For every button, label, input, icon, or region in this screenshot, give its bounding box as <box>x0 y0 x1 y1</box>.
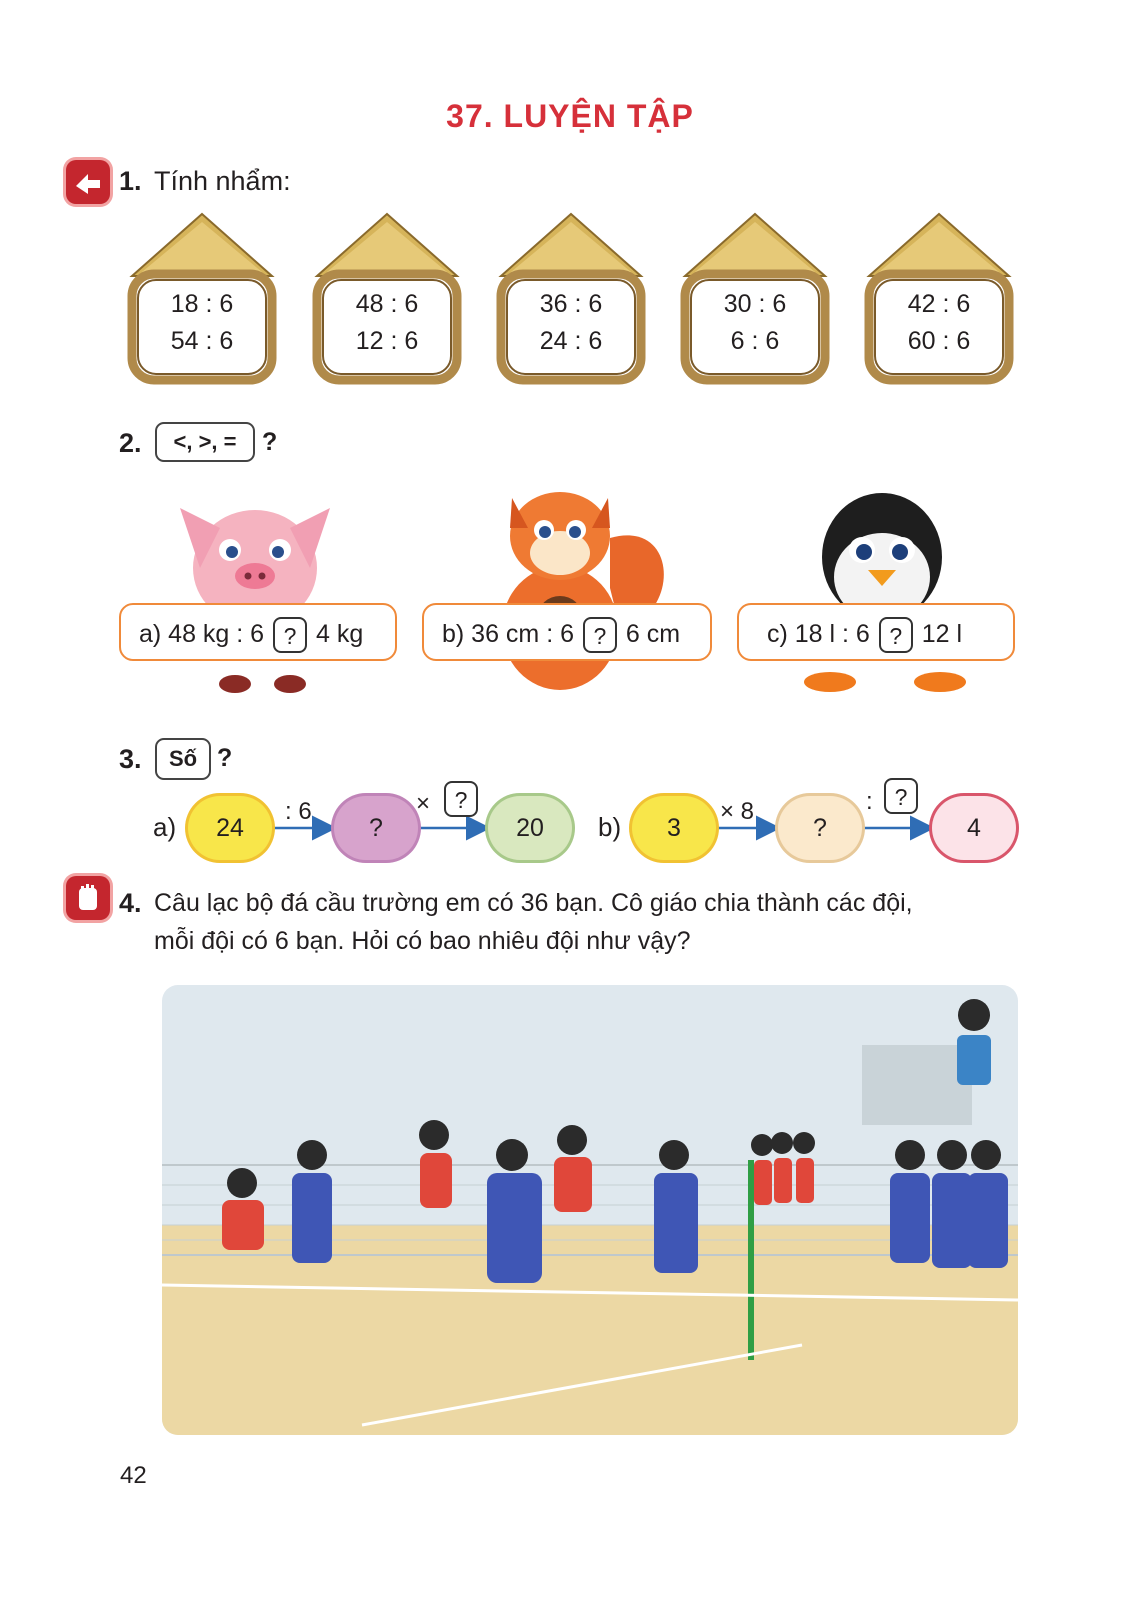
q3b-label: b) <box>598 812 622 842</box>
division-hut-1 <box>122 208 282 388</box>
q2-a-answer-box[interactable]: ? <box>273 617 307 653</box>
hut-expression-bottom: 54 : 6 <box>170 327 234 355</box>
hut-expression-bottom: 6 : 6 <box>730 327 780 355</box>
q2-item-a <box>119 603 397 661</box>
hut-expression-top: 18 : 6 <box>170 290 234 318</box>
q1-number: 1. <box>119 166 142 196</box>
q4-number: 4. <box>119 888 142 918</box>
pig-illustration <box>160 488 350 698</box>
q2-b-left: b) 36 cm : 6 <box>442 620 574 648</box>
q2-b-right: 6 cm <box>625 620 681 648</box>
q2-c-answer-box[interactable]: ? <box>879 617 913 653</box>
q3b-end-bubble: 4 <box>932 796 1016 860</box>
hut-expression-top: 42 : 6 <box>907 290 971 318</box>
q1-instruction: Tính nhẩm: <box>154 166 291 196</box>
q2-question-mark: ? <box>262 428 278 456</box>
q3a-op2-box[interactable]: ? <box>444 781 478 817</box>
division-hut-4 <box>675 208 835 388</box>
page-title: 37. LUYỆN TẬP <box>446 98 694 134</box>
q3a-op1: : 6 <box>285 798 312 825</box>
q2-item-c <box>737 603 1015 661</box>
q2-compare-box: <, >, = <box>155 422 255 462</box>
hut-expression-top: 30 : 6 <box>723 290 787 318</box>
hut-expression-bottom: 60 : 6 <box>907 327 971 355</box>
penguin-illustration <box>790 482 980 697</box>
q3b-mid-bubble[interactable]: ? <box>778 796 862 860</box>
q3b-op2-box[interactable]: ? <box>884 778 918 814</box>
q3b-op1: × 8 <box>720 798 755 825</box>
q2-number: 2. <box>119 428 142 458</box>
hut-expression-top: 36 : 6 <box>539 290 603 318</box>
q2-a-right: 4 kg <box>315 620 364 648</box>
q3a-label: a) <box>153 812 177 842</box>
q3-number: 3. <box>119 744 142 774</box>
q3b-op2-sign: : <box>866 788 873 815</box>
q3b-start-bubble: 3 <box>632 796 716 860</box>
page-number: 42 <box>120 1462 147 1489</box>
hut-expression-bottom: 12 : 6 <box>355 327 419 355</box>
division-hut-3 <box>491 208 651 388</box>
q3-question-mark: ? <box>217 744 233 772</box>
problem-solving-icon <box>66 876 110 920</box>
q3a-mid-bubble[interactable]: ? <box>334 796 418 860</box>
hut-expression-top: 48 : 6 <box>355 290 419 318</box>
q2-b-answer-box[interactable]: ? <box>583 617 617 653</box>
q4-line2: mỗi đội có 6 bạn. Hỏi có bao nhiêu đội như vậy? <box>154 927 691 955</box>
q3a-op2-sign: × <box>416 790 431 817</box>
q4-line1: Câu lạc bộ đá cầu trường em có 36 bạn. Cô giáo chia thành các đội, <box>154 889 913 917</box>
q2-a-left: a) 48 kg : 6 <box>139 620 265 648</box>
q2-c-right: 12 l <box>921 620 963 648</box>
q3a-end-bubble: 20 <box>488 796 572 860</box>
division-hut-2 <box>307 208 467 388</box>
q2-item-b <box>422 603 712 661</box>
q3-number-box: Số <box>155 738 211 780</box>
shuttlecock-scene-illustration <box>162 985 1018 1435</box>
squirrel-illustration <box>490 478 670 698</box>
q2-c-left: c) 18 l : 6 <box>767 620 870 648</box>
hut-expression-bottom: 24 : 6 <box>539 327 603 355</box>
division-hut-5 <box>859 208 1019 388</box>
mental-math-icon <box>66 160 110 204</box>
q3a-start-bubble: 24 <box>188 796 272 860</box>
